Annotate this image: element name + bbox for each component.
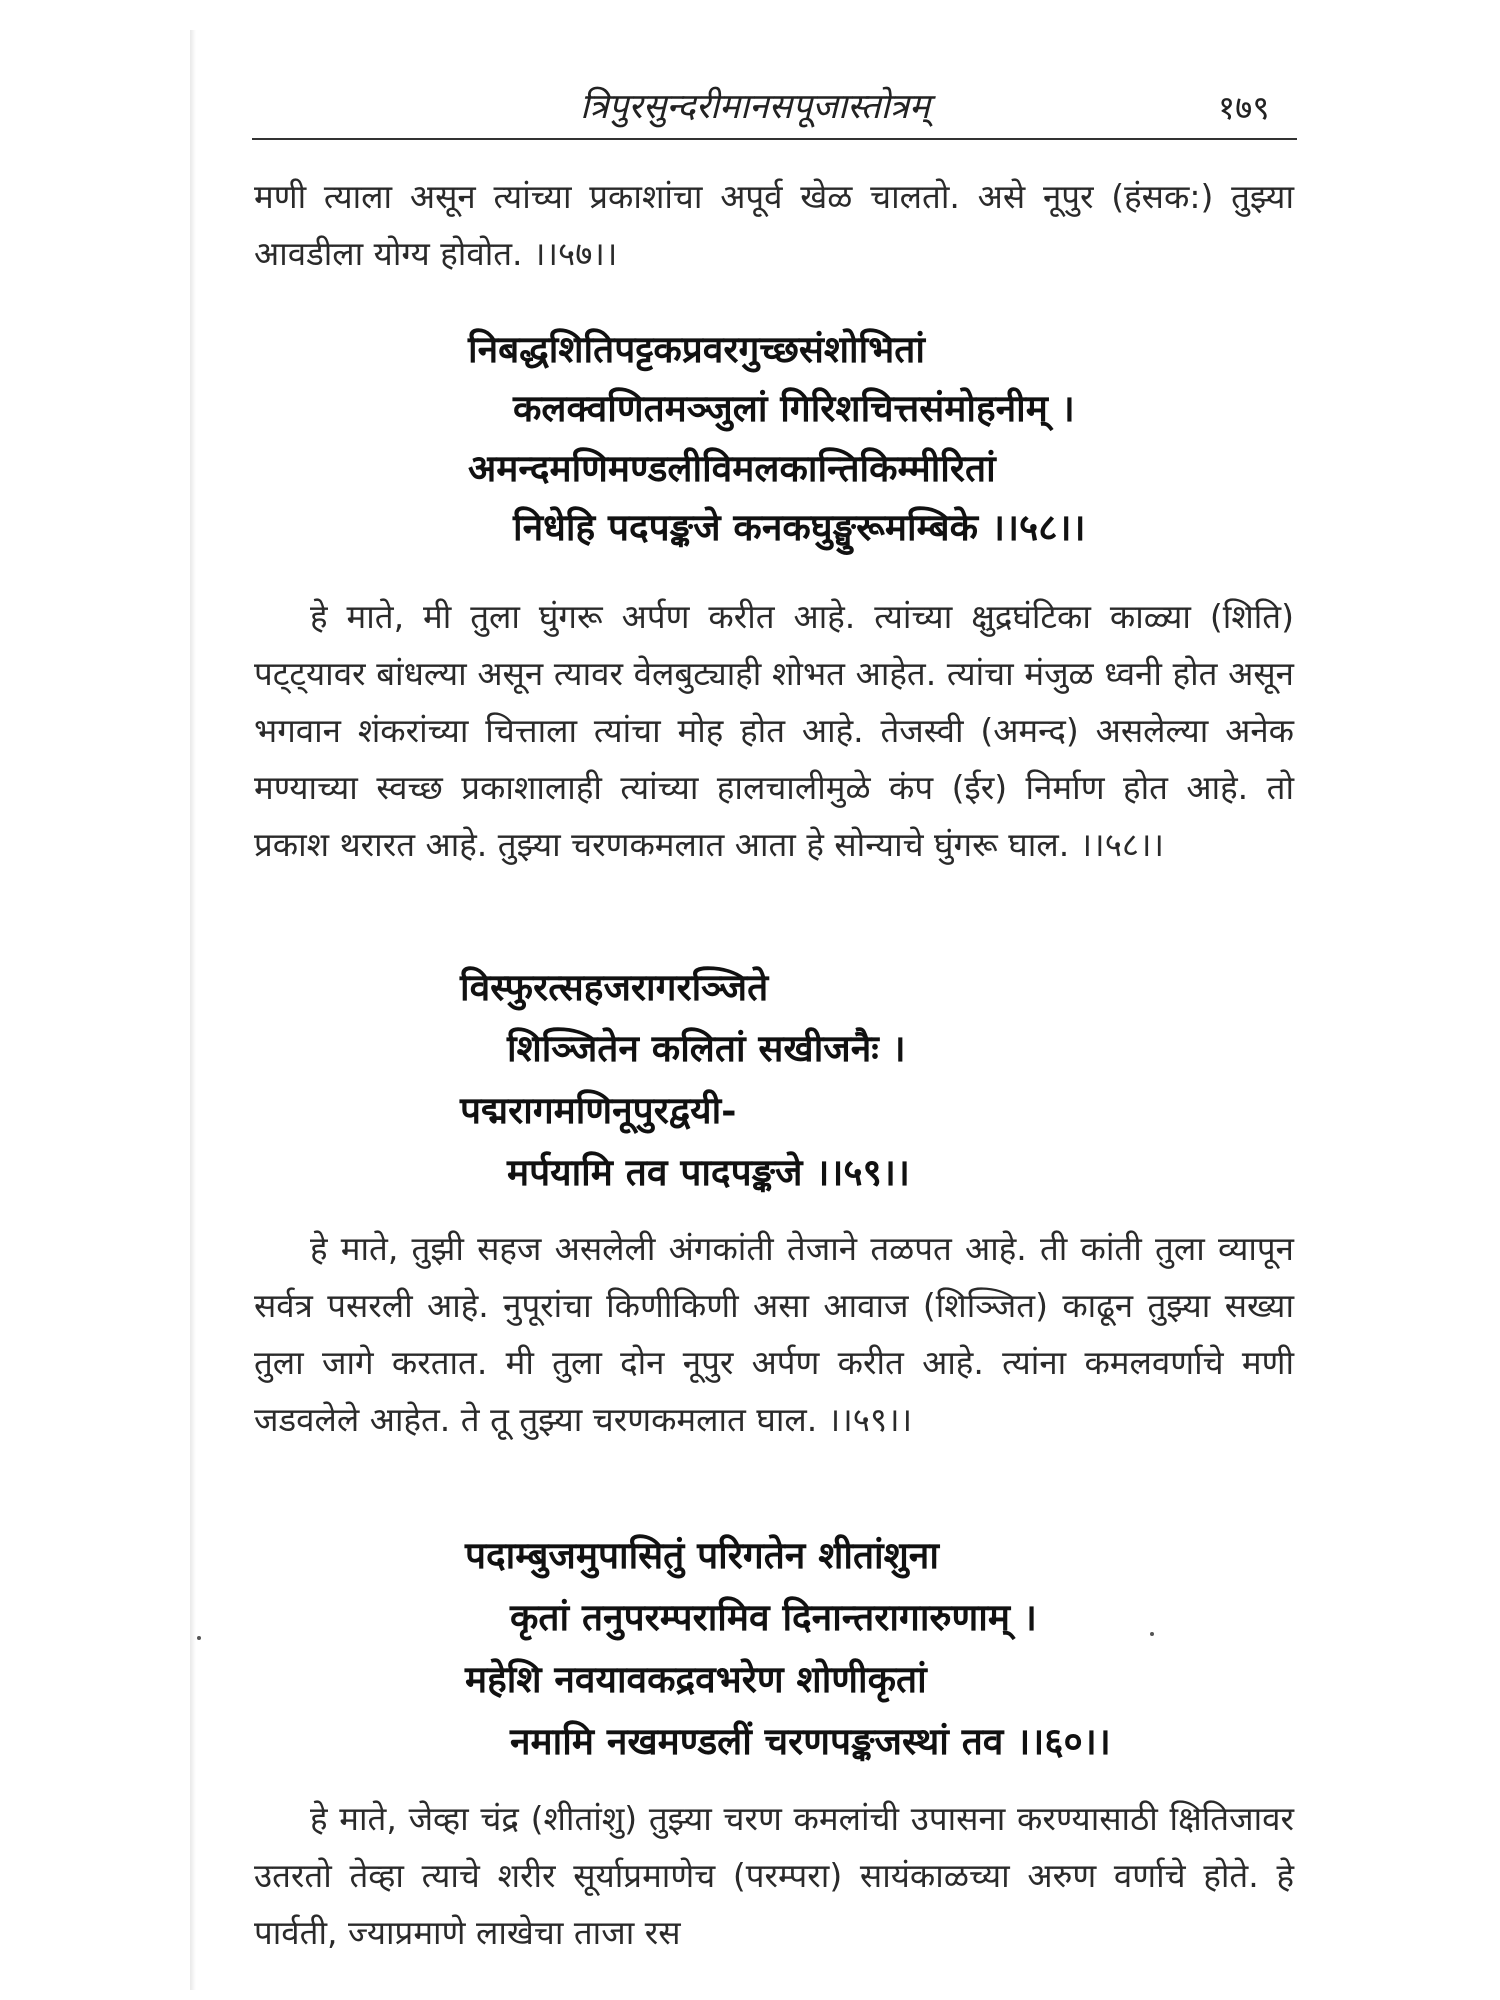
commentary-57 [254, 168, 1294, 282]
scan-speck [197, 1636, 201, 1640]
header-rule [252, 138, 1297, 140]
running-header-title: त्रिपुरसुन्दरीमानसपूजास्तोत्रम् [580, 87, 930, 127]
verse-60-line-2: कृतां तनुपरम्परामिव दिनान्तरागारुणाम् । [510, 1595, 1037, 1639]
verse-59-line-2: शिञ्जितेन कलितां सखीजनैः । [507, 1026, 906, 1070]
verse-59-line-3: पद्मरागमणिनूपुरद्वयी- [460, 1088, 737, 1132]
verse-59-line-4: मर्पयामि तव पादपङ्कजे ।।५९।। [507, 1150, 910, 1194]
commentary-57-text: मणी त्याला असून त्यांच्या प्रकाशांचा अपूर्व खेळ चालतो. असे नूपुर (हंसक:) तुझ्या आवडीला योग्य होवोत. ।।५७।। [254, 177, 1294, 273]
verse-58-line-2: कलक्वणितमञ्जुलां गिरिशचित्तसंमोहनीम् । [513, 386, 1075, 430]
verse-60-line-4: नमामि नखमण्डलीं चरणपङ्कजस्थां तव ।।६०।। [510, 1719, 1111, 1763]
page-gutter-shadow [190, 30, 196, 1990]
commentary-58-text: हे माते, मी तुला घुंगरू अर्पण करीत आहे. त्यांच्या क्षुद्रघंटिका काळ्या (शिति) पट्ट्यावर बांधल्या असून त्यावर वेलबुट्याही शोभत आहेत. त्यांचा मंजुळ ध्वनी होत असून भगवान शंकरांच्या चित्ताला त्यांचा मोह होत आहे. तेजस्वी (अमन्द) असलेल्या अनेक मण्याच्या स्वच्छ प्रकाशालाही त्यांच्या हालचालीमुळे कंप (ईर) निर्माण होत आहे. तो प्रकाश थरारत आहे. तुझ्या चरणकमलात आता हे सोन्याचे घुंगरू घाल. ।।५८।। [254, 597, 1294, 864]
verse-58-line-3: अमन्दमणिमण्डलीविमलकान्तिकिम्मीरितां [468, 446, 996, 490]
commentary-59 [254, 1220, 1294, 1448]
commentary-59-text: हे माते, तुझी सहज असलेली अंगकांती तेजाने तळपत आहे. ती कांती तुला व्यापून सर्वत्र पसरली आहे. नुपूरांचा किणीकिणी असा आवाज (शिञ्जित) काढून तुझ्या सख्या तुला जागे करतात. मी तुला दोन नूपुर अर्पण करीत आहे. त्यांना कमलवर्णाचे मणी जडवलेले आहेत. ते तू तुझ्या चरणकमलात घाल. ।।५९।। [254, 1229, 1294, 1439]
commentary-60-text: हे माते, जेव्हा चंद्र (शीतांशु) तुझ्या चरण कमलांची उपासना करण्यासाठी क्षितिजावर उतरतो तेव्हा त्याचे शरीर सूर्याप्रमाणेच (परम्परा) सायंकाळच्या अरुण वर्णाचे होते. हे पार्वती, ज्याप्रमाणे लाखेचा ताजा रस [254, 1799, 1294, 1952]
verse-59-line-1: विस्फुरत्सहजरागरञ्जिते [460, 965, 769, 1009]
verse-60-line-1: पदाम्बुजमुपासितुं परिगतेन शीतांशुना [465, 1533, 939, 1577]
verse-58-line-1: निबद्धशितिपट्टकप्रवरगुच्छसंशोभितां [468, 327, 925, 371]
commentary-58 [254, 588, 1294, 873]
verse-60-line-3: महेशि नवयावकद्रवभरेण शोणीकृतां [465, 1657, 927, 1701]
scan-speck [1150, 1632, 1154, 1636]
verse-58-line-4: निधेहि पदपङ्कजे कनकघुङ्घुरूमम्बिके ।।५८।। [513, 505, 1086, 549]
commentary-60 [254, 1790, 1294, 1961]
page-number: १७९ [1218, 88, 1270, 127]
